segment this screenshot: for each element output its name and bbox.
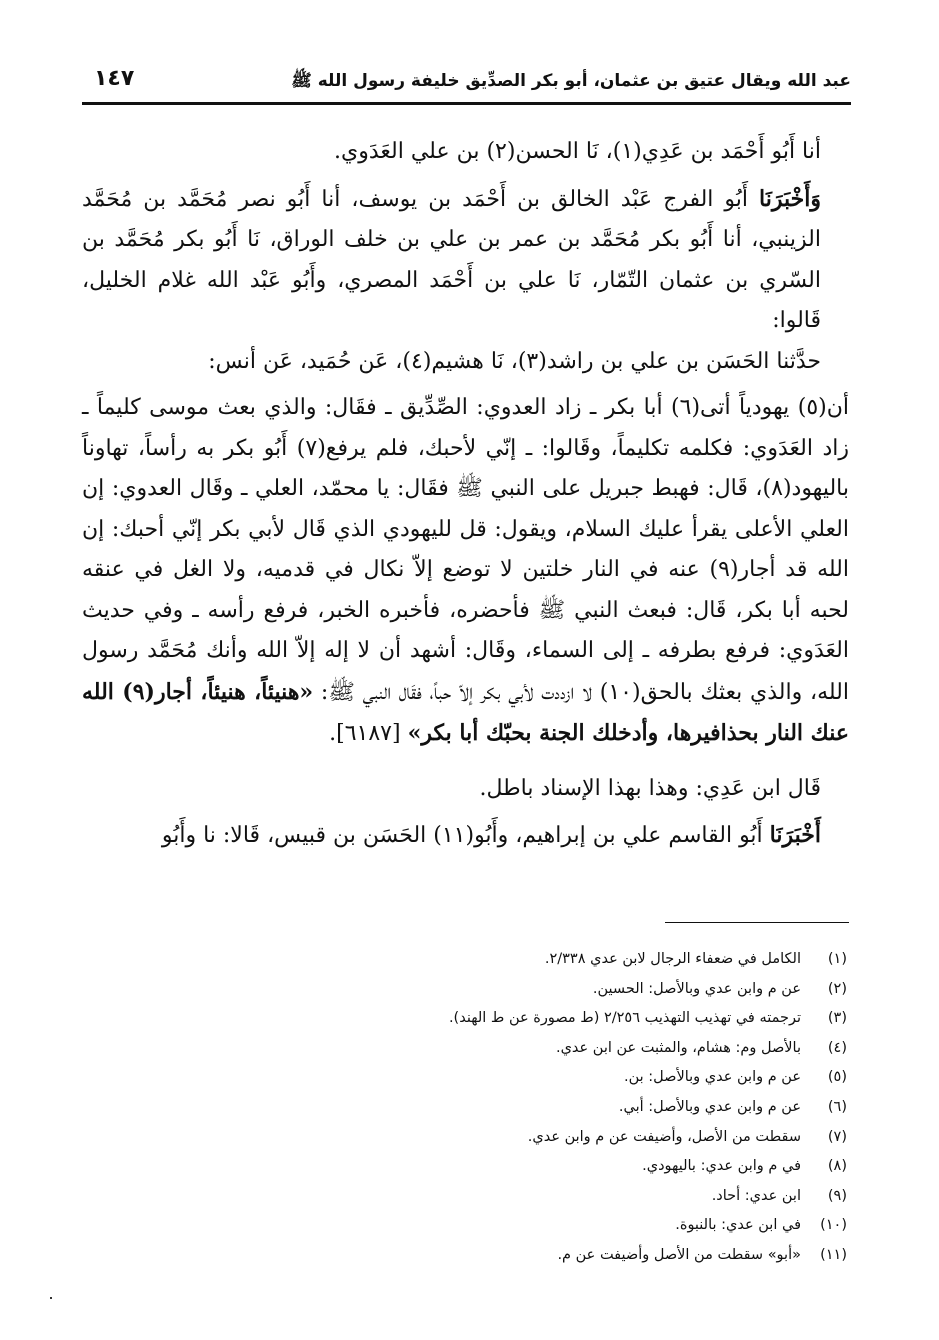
running-title: عبد الله ويقال عتيق بن عثمان، أبو بكر الصدِّيق خليفة رسول الله ﷺ: [291, 71, 851, 91]
footnote-item: [90, 1182, 847, 1212]
footnote-item: [90, 1211, 847, 1241]
footnote-number: (٢): [827, 980, 847, 997]
paragraph-text: أَبُو الفرج عَبْد الخالق بن أَحْمَد بن يوسف، أنا أَبُو نصر مُحَمَّد بن مُحَمَّد الزينبي، أنا أَبُو بكر مُحَمَّد بن عمر بن علي بن خلف الوراق، نَا أَبُو بكر مُحَمَّد بن السّري بن عثمان التّمّار، نَا علي بن أَحْمَد المصري، وأَبُو عَبْد الله غلام الخليل، قَالوا:: [82, 186, 821, 333]
footnote-number: (٤): [827, 1039, 847, 1056]
footnote-text: الكامل في ضعفاء الرجال لابن عدي ٢/٣٣٨.: [544, 951, 801, 967]
footnote-item: [90, 1004, 847, 1034]
footnote-text: سقطت من الأصل، وأضيفت عن م وابن عدي.: [527, 1128, 801, 1145]
paragraph-hadith: [82, 388, 849, 755]
footnote-number: (٥): [827, 1069, 847, 1086]
footnote-number: (٣): [827, 1010, 847, 1027]
footnote-item: [90, 1241, 847, 1271]
footnote-number: (١): [827, 951, 847, 967]
footnote-number: (٦): [827, 1098, 847, 1115]
main-text: [82, 132, 849, 857]
footnote-number: (٧): [827, 1128, 847, 1145]
page-number: ١٤٧: [94, 66, 135, 91]
footnote-number: (١٠): [820, 1217, 847, 1234]
footnote-item: [90, 945, 847, 975]
paragraph-isnad-4: [82, 815, 849, 857]
paragraph-isnad-3: حدَّثنا الحَسَن بن علي بن راشد(٣)، نَا هشيم(٤)، عَن حُمَيد، عَن أنس:: [208, 348, 821, 374]
footnote-item: [90, 1152, 847, 1182]
footnote-text: ابن عدي: أحاد.: [711, 1187, 801, 1204]
footnote-number: (٨): [827, 1158, 847, 1175]
footnote-text: في ابن عدي: بالنبوة.: [675, 1217, 801, 1234]
scan-speck: [50, 1297, 52, 1299]
footnote-text: «أبو» سقطت من الأصل وأضيفت عن م.: [557, 1246, 801, 1263]
footnote-item: [90, 1093, 847, 1123]
footnote-text: عن م وابن عدي وبالأصل: أبي.: [618, 1098, 801, 1115]
footnote-item: [90, 1063, 847, 1093]
paragraph-lead: وَأَخْبَرَنَا: [759, 185, 821, 212]
footnote-text: في م وابن عدي: باليهودي.: [642, 1158, 801, 1175]
hadith-quote: «هنيئاً، هنيئاً، أجار(٩) الله عنك النار بحذافيرها، وأدخلك الجنة بحبّك أبا بكر»: [82, 678, 849, 746]
footnote-number: (١١): [820, 1246, 847, 1263]
paragraph-isnad-1: أنا أَبُو أَحْمَد بن عَدِي(١)، نَا الحسن(٢) بن علي العَدَوي.: [334, 139, 821, 164]
footnote-text: بالأصل وم: هشام، والمثبت عن ابن عدي.: [555, 1039, 801, 1056]
footnote-number: (٩): [827, 1187, 847, 1204]
hadith-text: أن(٥) يهودياً أتى(٦) أبا بكر ـ زاد العدوي: الصِّدِّيق ـ فقَال: والذي بعث موسى كليماً ـ زاد العَدَوي: فكلمه تكليماً، وقَالوا: ـ إنّي لأحبك، فلم يرفع(٧) أَبُو بكر به رأساً، تهاوناً باليهود(٨)، قَال: فهبط جبريل على النبي ﷺ فقَال: يا محمّد، العلي ـ وقَال العدوي: إن العلي الأعلى يقرأ عليك السلام، ويقول: قل لليهودي الذي قَال لأبي بكر إنّي أحبك: إن الله قد أجار(٩) عنه في النار خلتين لا توضع إلاّ نكال في قدميه، ولا الغل في عنقه لحبه أبا بكر، قَال: فبعث النبي ﷺ فأحضره، فأخبره الخبر، فرفع رأسه ـ وفي حديث العَدَوي: فرفع بطرفه ـ إلى السماء، وقَال: أشهد أن لا إله إلاّ الله وأنك مُحَمَّد رسول الله، والذي بعثك بالحق(١٠) لا ازددت لأبي بكر إلاّ حباً، فقَال النبي ﷺ:: [82, 395, 849, 705]
footnote-item: [90, 975, 847, 1005]
footnote-item: [90, 1123, 847, 1153]
footnotes: [90, 945, 847, 1271]
footnote-divider: [665, 922, 849, 923]
paragraph-lead: أَخْبَرَنَا: [769, 822, 821, 848]
hadith-number: [٦١٨٧].: [329, 721, 401, 746]
footnote-text: ترجمته في تهذيب التهذيب ٢/٢٥٦ (ط مصورة عن ط الهند).: [448, 1010, 801, 1027]
paragraph-text: أَبُو القاسم علي بن إبراهيم، وأَبُو(١١) الحَسَن بن قبيس، قَالا: نا وأَبُو: [161, 823, 770, 848]
footnote-item: [90, 1034, 847, 1064]
footnote-text: عن م وابن عدي وبالأصل: الحسين.: [592, 980, 801, 997]
paragraph-comment: قَال ابن عَدِي: وهذا بهذا الإسناد باطل.: [479, 775, 821, 801]
page-header: [82, 66, 851, 105]
paragraph-isnad-2: [82, 179, 849, 342]
footnote-text: عن م وابن عدي وبالأصل: بن.: [623, 1069, 801, 1086]
